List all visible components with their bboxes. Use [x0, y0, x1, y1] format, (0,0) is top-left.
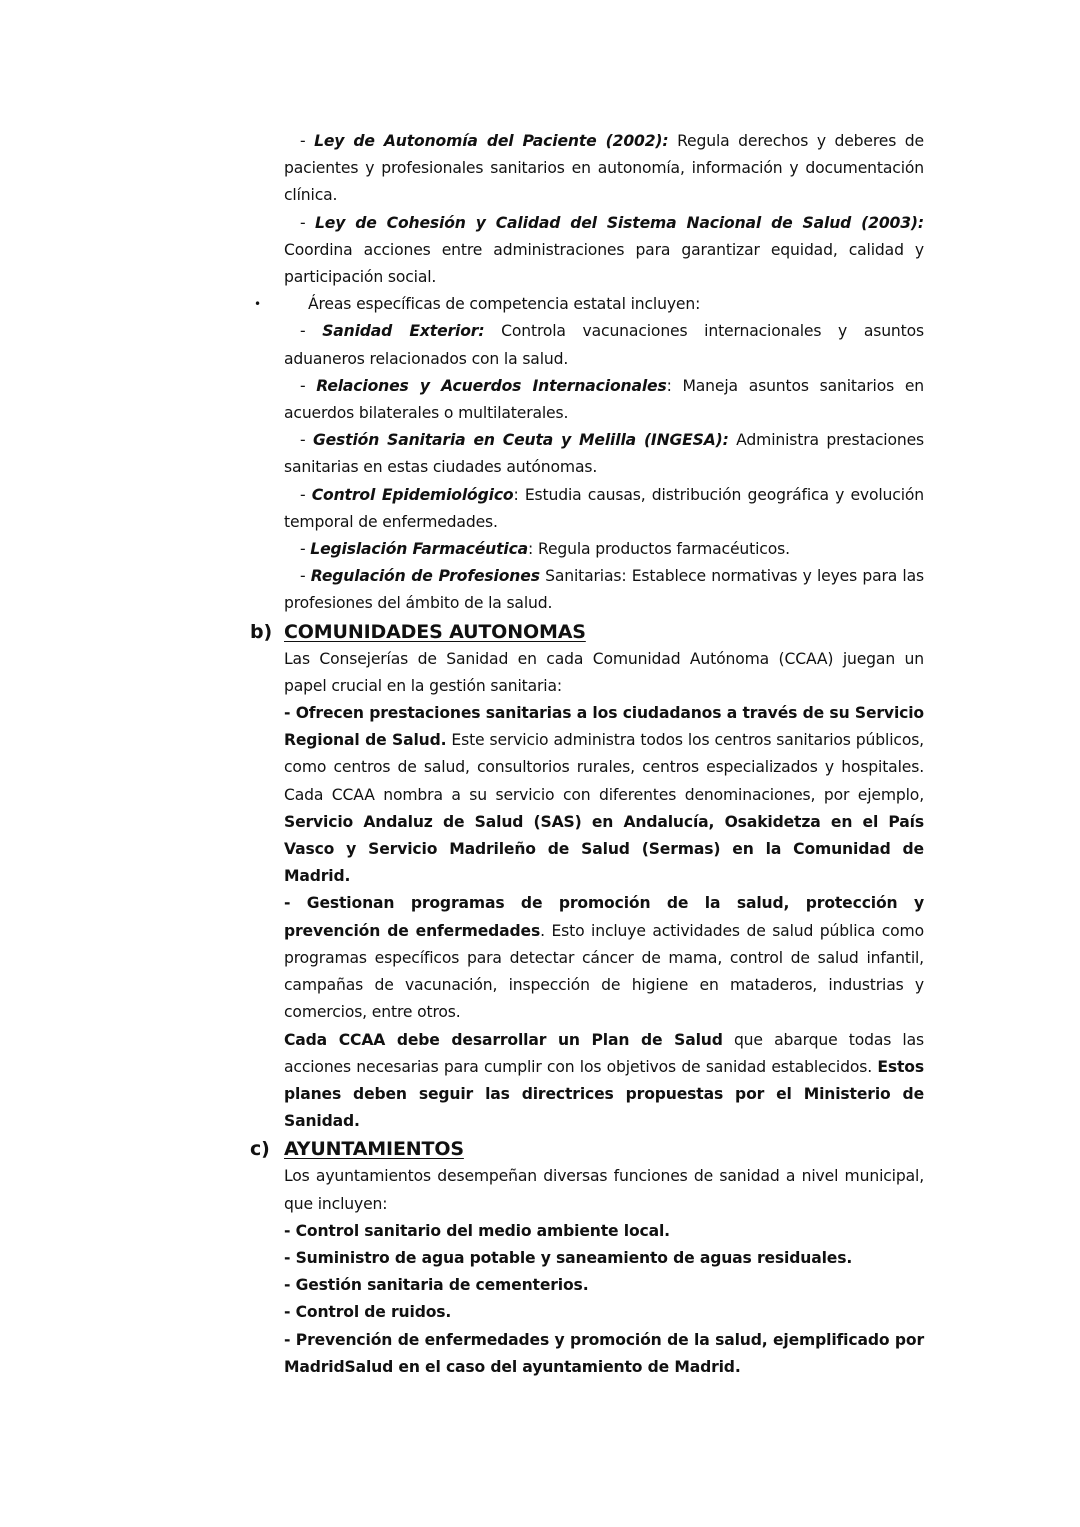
- section-heading-ayuntamientos: [250, 1135, 924, 1163]
- law-item-autonomia: - Ley de Autonomía del Paciente (2002): Regula derechos y deberes de pacientes y profesionales sanitarios en autonomía, información y documentación clínica.: [284, 132, 924, 205]
- section-letter: b): [250, 620, 272, 643]
- area-label: Control Epidemiológico: [311, 485, 514, 504]
- area-description: Controla vacunaciones internacionales y asuntos aduaneros relacionados con la salud.: [284, 322, 924, 368]
- area-item-sanidad-exterior: - Sanidad Exterior: Controla vacunaciones internacionales y asuntos aduaneros relacionados con la salud.: [284, 322, 924, 368]
- area-item-farmaceutica: - Legislación Farmacéutica: Regula productos farmacéuticos.: [300, 540, 790, 559]
- section-b-paragraph-prestaciones: - Ofrecen prestaciones sanitarias a los ciudadanos a través de su Servicio Regional de Salud. Este servicio administra todos los centros sanitarios públicos, como centros de salud, consultorios rurales, centros especializados y hospitales. Cada CCAA nombra a su servicio con diferentes denominaciones, por ejemplo, Servicio Andaluz de Salud (SAS) en Andalucía, Osakidetza en el País Vasco y Servicio Madrileño de Salud (Sermas) en la Comunidad de Madrid.: [284, 704, 924, 886]
- section-b-paragraph-programas: - Gestionan programas de promoción de la salud, protección y prevención de enfermedades. Esto incluye actividades de salud pública como programas específicos para detectar cáncer de mama, control de salud infantil, campañas de vacunación, inspección de higiene en mataderos, industrias y comercios, entre otros.: [284, 894, 924, 1022]
- area-description: Administra prestaciones sanitarias en estas ciudades autónomas.: [284, 431, 924, 477]
- list-item: - Prevención de enfermedades y promoción de la salud, ejemplificado por MadridSalud en el caso del ayuntamiento de Madrid.: [284, 1330, 924, 1376]
- section-heading-comunidades: [250, 618, 924, 646]
- area-description: : Regula productos farmacéuticos.: [528, 540, 790, 559]
- section-b-intro: Las Consejerías de Sanidad en cada Comunidad Autónoma (CCAA) juegan un papel crucial en la gestión sanitaria:: [284, 649, 924, 695]
- area-description: : Maneja asuntos sanitarios en acuerdos bilaterales o multilaterales.: [284, 376, 924, 423]
- area-item-relaciones: - Relaciones y Acuerdos Internacionales: Maneja asuntos sanitarios en acuerdos bilaterales o multilaterales.: [284, 376, 924, 423]
- bullet-icon: •: [254, 297, 261, 312]
- law-description: Regula derechos y deberes de pacientes y profesionales sanitarios en autonomía, información y documentación clínica.: [284, 132, 924, 205]
- section-b-paragraph-plan-salud: Cada CCAA debe desarrollar un Plan de Salud que abarque todas las acciones necesarias para cumplir con los objetivos de sanidad establecidos. Estos planes deben seguir las directrices propuestas por el Ministerio de Sanidad.: [284, 1030, 924, 1131]
- list-item: - Gestión sanitaria de cementerios.: [284, 1276, 589, 1295]
- law-label: Ley de Cohesión y Calidad del Sistema Nacional de Salud (2003):: [315, 213, 924, 232]
- section-c-intro: Los ayuntamientos desempeñan diversas funciones de sanidad a nivel municipal, que incluyen:: [284, 1167, 924, 1213]
- area-item-ingesa: - Gestión Sanitaria en Ceuta y Melilla (INGESA): Administra prestaciones sanitarias en estas ciudades autónomas.: [284, 431, 924, 477]
- area-label: Legislación Farmacéutica: [310, 540, 529, 559]
- area-item-profesiones: - Regulación de Profesiones Sanitarias: Establece normativas y leyes para las profesiones del ámbito de la salud.: [284, 567, 924, 613]
- section-title: AYUNTAMIENTOS: [284, 1138, 464, 1161]
- list-item: - Control de ruidos.: [284, 1303, 452, 1322]
- law-description: Coordina acciones entre administraciones para garantizar equidad, calidad y participación social.: [284, 240, 924, 287]
- section-letter: c): [250, 1138, 270, 1161]
- area-description: : Estudia causas, distribución geográfica y evolución temporal de enfermedades.: [284, 485, 925, 531]
- area-label: Sanidad Exterior:: [322, 322, 485, 341]
- area-label: Relaciones y Acuerdos Internacionales: [316, 376, 667, 395]
- list-item: - Suministro de agua potable y saneamiento de aguas residuales.: [284, 1248, 853, 1267]
- law-item-cohesion: - Ley de Cohesión y Calidad del Sistema Nacional de Salud (2003): Coordina acciones entre administraciones para garantizar equidad, calidad y participación social.: [284, 213, 924, 287]
- page-content: [250, 128, 925, 1381]
- bullet-areas-intro: • Áreas específicas de competencia estatal incluyen:: [284, 291, 924, 318]
- area-description: Sanitarias: Establece normativas y leyes para las profesiones del ámbito de la salud.: [284, 567, 924, 613]
- area-label: Gestión Sanitaria en Ceuta y Melilla (INGESA):: [312, 431, 729, 450]
- area-label: Regulación de Profesiones: [310, 567, 540, 586]
- list-item: - Control sanitario del medio ambiente local.: [284, 1221, 670, 1240]
- section-title: COMUNIDADES AUTONOMAS: [284, 620, 586, 643]
- area-item-epidemiologico: - Control Epidemiológico: Estudia causas, distribución geográfica y evolución temporal de enfermedades.: [284, 485, 925, 531]
- law-label: Ley de Autonomía del Paciente (2002):: [314, 132, 669, 150]
